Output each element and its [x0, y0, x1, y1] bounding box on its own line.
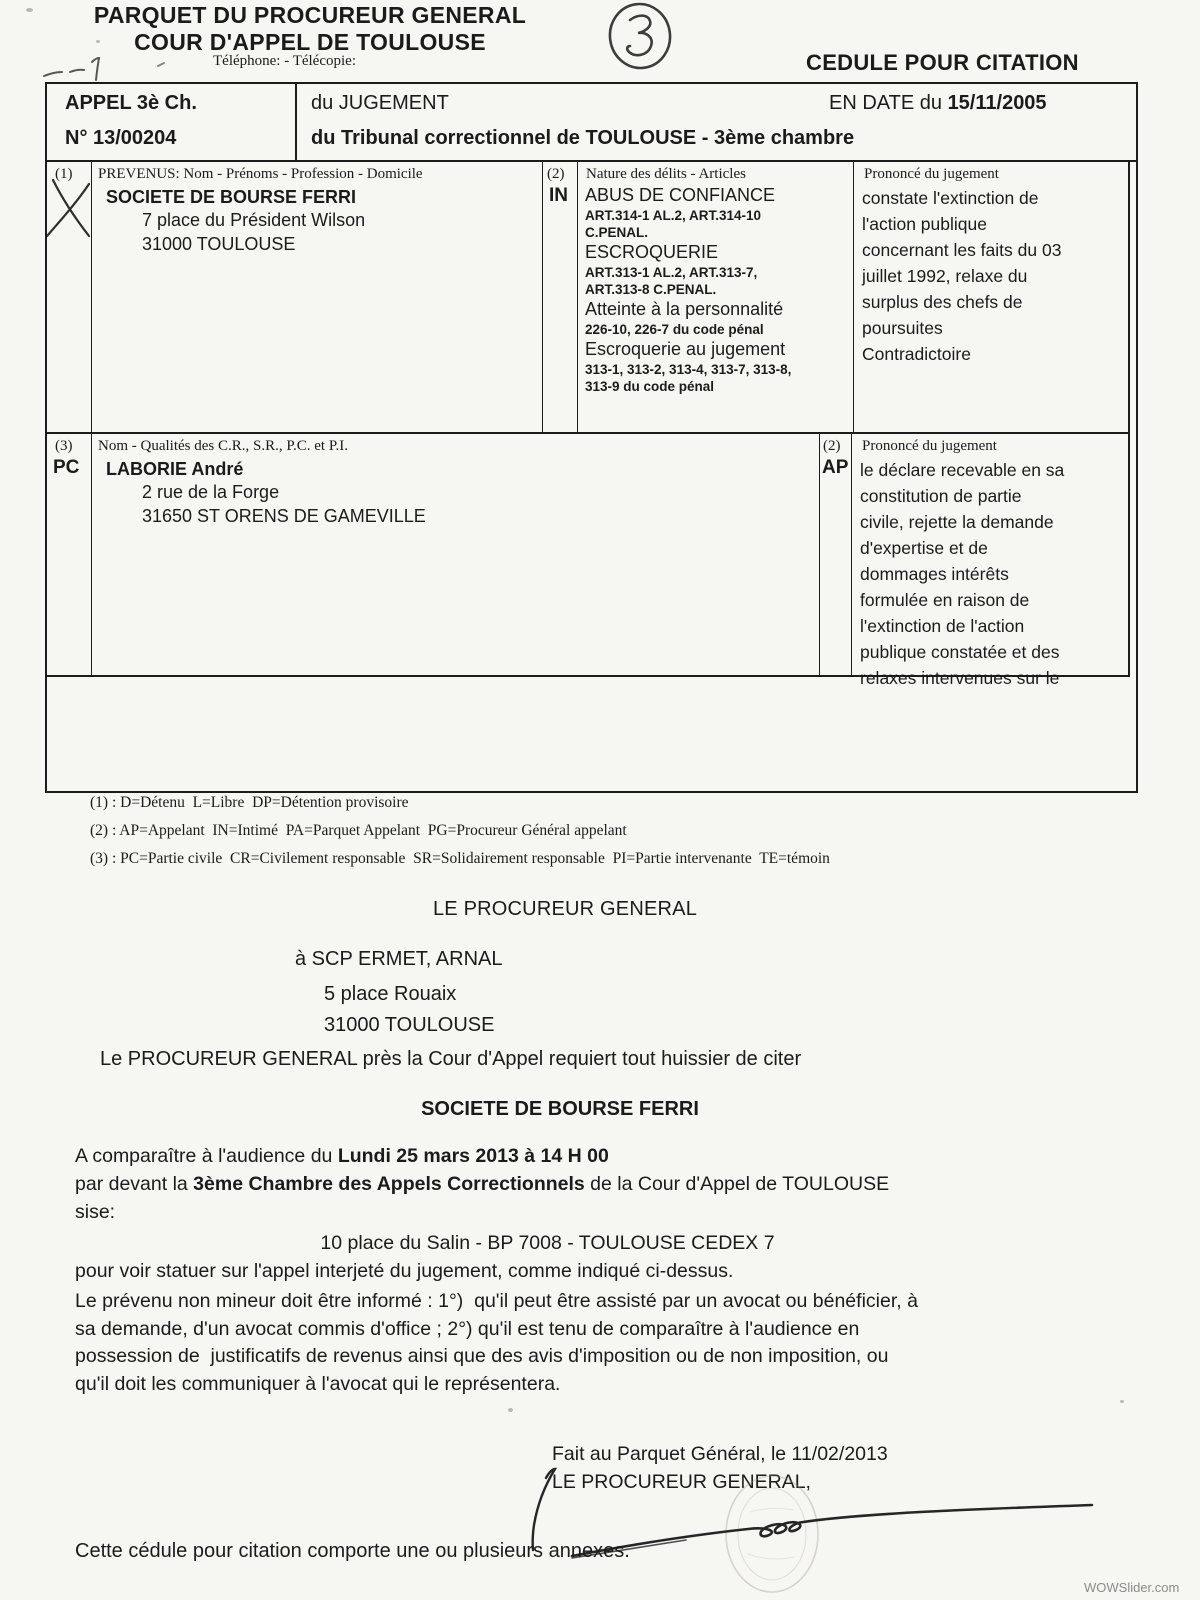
offense-title: Escroquerie au jugement	[585, 339, 786, 359]
offense-block	[585, 184, 851, 241]
judgment-cell	[297, 84, 1136, 160]
watermark: WOWSlider.com	[1084, 1580, 1180, 1595]
cited-party-name: SOCIETE DE BOURSE FERRI	[421, 1098, 699, 1120]
text-line: 31000 TOULOUSE	[142, 234, 296, 254]
ref-mark: (1)	[55, 166, 73, 182]
text-line: qu'il doit les communiquer à l'avocat qui le représentera.	[75, 1372, 561, 1395]
text-line: ART.313-1 AL.2, ART.313-7,	[585, 265, 758, 280]
text-line: juillet 1992, relaxe du	[862, 266, 1028, 286]
org-name-line1: PARQUET DU PROCUREUR GENERAL	[93, 2, 527, 28]
offense-block	[585, 338, 851, 395]
text-line: civile, rejette la demande	[860, 512, 1054, 532]
handwritten-x-mark-icon	[47, 176, 93, 242]
handwritten-page-number-icon	[598, 0, 684, 74]
text-line: publique constatée et des	[860, 642, 1060, 662]
offense-articles	[585, 207, 851, 241]
text-line: 313-9 du code pénal	[585, 379, 715, 394]
text-line: C.PENAL.	[585, 225, 649, 240]
appeal-chamber: APPEL 3è Ch.	[65, 92, 197, 114]
civil-party-ref-cell	[47, 434, 92, 675]
case-number: N° 13/00204	[65, 127, 177, 149]
text-line: 31000 TOULOUSE	[324, 1014, 495, 1036]
judgment-date: EN DATE du 15/11/2005	[829, 92, 1047, 114]
sise-label: sise:	[75, 1201, 116, 1223]
text-line: (2) : AP=Appelant IN=Intimé PA=Parquet Appelant PG=Procureur Général appelant	[90, 822, 627, 839]
status-ref: (2)	[823, 438, 841, 454]
text-line: 2 rue de la Forge	[142, 482, 280, 502]
text-line: 31650 ST ORENS DE GAMEVILLE	[142, 506, 426, 526]
contact-line: Téléphone: - Télécopie:	[213, 53, 356, 69]
text-line: dommages intérêts	[860, 564, 1009, 584]
civil-party-status-code: AP	[822, 457, 849, 478]
defendant-info-cell	[92, 162, 543, 432]
text-line: (1) : D=Détenu L=Libre DP=Détention provisoire	[90, 794, 409, 811]
scan-speck	[508, 1408, 513, 1412]
text-line: ART.313-8 C.PENAL.	[585, 282, 717, 297]
text-line: concernant les faits du 03	[862, 240, 1062, 260]
civil-party-role-code: PC	[53, 457, 80, 478]
defendant-status-cell	[543, 162, 578, 432]
annex-note: Cette cédule pour citation comporte une ou plusieurs annexes.	[75, 1540, 630, 1562]
civil-party-judgment-text	[852, 455, 1130, 691]
civil-party-judgment-cell	[852, 434, 1130, 688]
text-line: (3) : PC=Partie civile CR=Civilement responsable SR=Solidairement responsable PI=Partie intervenante TE=témoin	[90, 850, 830, 867]
text-line: ART.314-1 AL.2, ART.314-10	[585, 208, 762, 223]
signer-title: LE PROCUREUR GENERAL,	[552, 1471, 811, 1493]
text-line: relaxes intervenues sur le	[860, 668, 1060, 688]
text-line: l'extinction de l'action	[860, 616, 1025, 636]
legend	[90, 789, 830, 873]
chamber-cell	[47, 84, 297, 160]
text-line: poursuites	[862, 318, 943, 338]
text-line: 7 place du Président Wilson	[142, 210, 366, 230]
case-summary-table	[45, 82, 1138, 793]
org-name-line2: COUR D'APPEL DE TOULOUSE	[134, 29, 486, 55]
offense-articles	[585, 321, 851, 338]
judgment-column-header: Prononcé du jugement	[864, 166, 999, 182]
text-line: constate l'extinction de	[862, 188, 1039, 208]
hearing-line: A comparaître à l'audience du Lundi 25 mars 2013 à 14 H 00	[75, 1145, 609, 1167]
text-line: formulée en raison de	[860, 590, 1030, 610]
offense-title: ESCROQUERIE	[585, 242, 719, 262]
offense-title: Atteinte à la personnalité	[585, 299, 784, 319]
ref-mark: (3)	[55, 438, 73, 454]
civil-party-info-cell	[92, 434, 820, 675]
judgment-of-label: du JUGEMENT	[311, 92, 449, 114]
handwritten-signature-icon	[480, 1462, 1120, 1597]
text-line: Le prévenu non mineur doit être informé : 1°) qu'il peut être assisté par un avocat ou bénéficier, à	[75, 1290, 918, 1312]
scan-speck	[26, 8, 33, 12]
offense-title: ABUS DE CONFIANCE	[585, 185, 776, 205]
addressee-address	[324, 979, 494, 1041]
defendant-ref-cell	[47, 162, 92, 432]
procureur-heading: LE PROCUREUR GENERAL	[432, 898, 698, 920]
status-ref: (2)	[547, 166, 565, 182]
defendant-status-code: IN	[549, 185, 568, 206]
civil-party-row	[47, 434, 1130, 688]
document-title: CEDULE POUR CITATION	[806, 50, 1079, 75]
text-line: 313-1, 313-2, 313-4, 313-7, 313-8,	[585, 362, 792, 377]
text-line: sa demande, d'un avocat commis d'office ; 2°) qu'il est tenu de comparaître à l'audience en	[75, 1317, 860, 1340]
offense-articles	[585, 361, 851, 395]
defendant-column-header: PREVENUS: Nom - Prénoms - Profession - Domicile	[98, 166, 423, 182]
text-line: constitution de partie	[860, 486, 1022, 506]
text-line: l'action publique	[862, 214, 987, 234]
text-line: d'expertise et de	[860, 538, 988, 558]
chamber-name: 3ème Chambre des Appels Correctionnels	[193, 1173, 585, 1195]
offense-block	[585, 241, 851, 298]
defendant-judgment-cell	[854, 162, 1130, 432]
court-of-origin: du Tribunal correctionnel de TOULOUSE - 3ème chambre	[311, 127, 855, 149]
text-line: 5 place Rouaix	[324, 983, 457, 1005]
addressee-name: à SCP ERMET, ARNAL	[295, 948, 503, 970]
text-line: surplus des chefs de	[862, 292, 1023, 312]
issued-date-line: Fait au Parquet Général, le 11/02/2013	[552, 1443, 888, 1465]
defendant-notice	[75, 1288, 918, 1398]
offense-articles	[585, 264, 851, 298]
court-address: 10 place du Salin - BP 7008 - TOULOUSE CEDEX 7	[320, 1232, 775, 1254]
scan-speck	[96, 40, 100, 43]
defendant-judgment-text	[854, 183, 1130, 367]
offenses-column-header: Nature des délits - Articles	[586, 166, 746, 182]
purpose-line: pour voir statuer sur l'appel interjeté du jugement, comme indiqué ci-dessus.	[75, 1260, 734, 1282]
text-line: le déclare recevable en sa	[860, 460, 1065, 480]
requisition-line: Le PROCUREUR GENERAL près la Cour d'Appel requiert tout huissier de citer	[100, 1048, 802, 1070]
defendant-address	[142, 208, 542, 256]
table-header-row	[47, 84, 1136, 162]
defendant-name: SOCIETE DE BOURSE FERRI	[106, 187, 357, 207]
text-line: 226-10, 226-7 du code pénal	[585, 322, 764, 337]
civil-party-address	[142, 480, 819, 528]
offense-block	[585, 298, 851, 338]
hearing-datetime: Lundi 25 mars 2013 à 14 H 00	[337, 1145, 609, 1167]
defendant-row	[47, 162, 1130, 434]
text-line: Contradictoire	[862, 344, 971, 364]
text-line: possession de justificatifs de revenus ainsi que des avis d'imposition ou de non imposition, ou	[75, 1345, 889, 1367]
civil-party-column-header: Nom - Qualités des C.R., S.R., P.C. et P.I.	[98, 438, 349, 454]
scan-speck	[1120, 1400, 1124, 1403]
civil-party-name: LABORIE André	[106, 459, 244, 479]
before-chamber-line: par devant la 3ème Chambre des Appels Correctionnels de la Cour d'Appel de TOULOUSE	[75, 1173, 890, 1195]
offenses-cell	[578, 162, 854, 432]
judgment-column-header: Prononcé du jugement	[862, 438, 997, 454]
civil-party-status-cell	[820, 434, 852, 675]
letterhead	[90, 2, 530, 56]
